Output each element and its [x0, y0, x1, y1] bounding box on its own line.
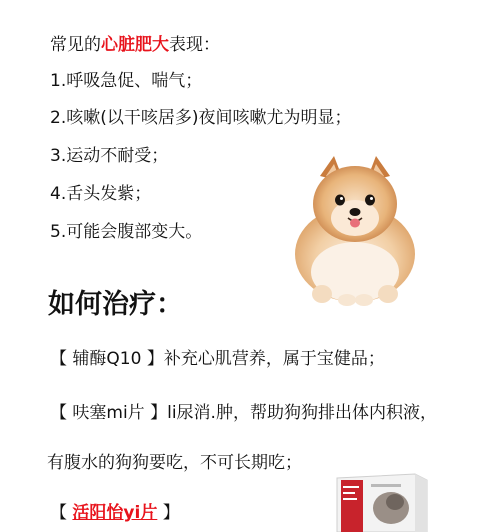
- treatment-line-4: [50, 502, 180, 524]
- symptom-item-4: 4.舌头发紫；: [50, 184, 152, 204]
- symptom-item-1: 1.呼吸急促、喘气；: [50, 71, 203, 91]
- dog-image: [292, 154, 418, 306]
- symptoms-title-prefix: 常见的: [50, 35, 101, 55]
- symptom-item-3: 3.运动不耐受；: [50, 146, 169, 166]
- symptoms-title-suffix: 表现：: [169, 35, 220, 55]
- symptom-item-5: 5.可能会腹部变大。: [50, 222, 203, 242]
- treatment-heading: 如何治疗：: [48, 289, 183, 320]
- symptom-item-2: 2.咳嗽(以干咳居多)夜间咳嗽尤为明显；: [50, 108, 352, 128]
- medicine-name-highlight: 活阳怡yi片: [72, 503, 158, 523]
- bracket-open: 【: [50, 503, 73, 523]
- symptoms-title: [50, 34, 220, 56]
- treatment-line-2: 【 呋塞mi片 】li尿消.肿，帮助狗狗排出体内积液，: [50, 403, 437, 423]
- symptoms-title-highlight: 心脏肥大: [101, 35, 169, 55]
- bracket-close: 】: [157, 503, 180, 523]
- treatment-line-3: 有腹水的狗狗要吃，不可长期吃；: [47, 453, 302, 473]
- medicine-box-image: [333, 472, 429, 532]
- treatment-line-1: 【 辅酶Q10 】补充心肌营养，属于宝健品；: [50, 349, 385, 369]
